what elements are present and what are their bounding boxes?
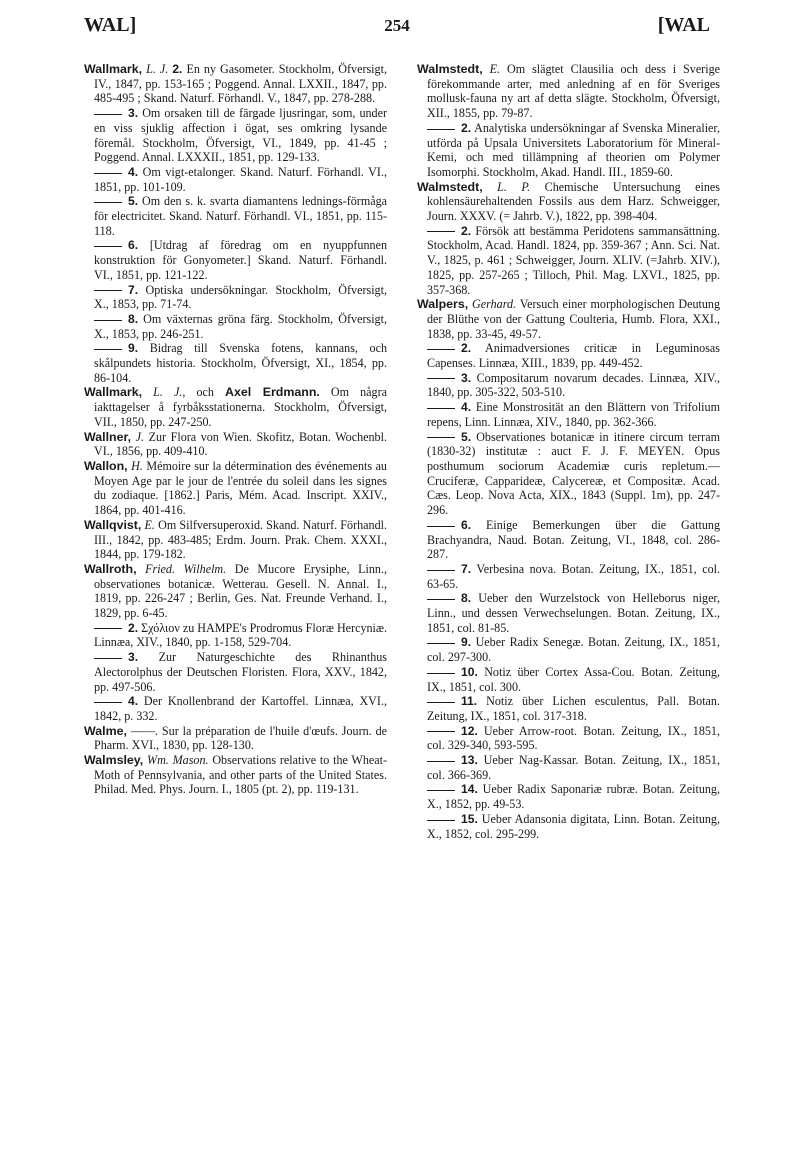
entry-number: 12. <box>461 723 478 738</box>
bibliography-entry <box>84 650 387 694</box>
entry-number: 2. <box>172 62 183 76</box>
entry-number: 9. <box>128 341 139 356</box>
entry-number: 4. <box>128 164 139 179</box>
entry-number: 6. <box>461 517 472 532</box>
ditto-dash <box>94 658 122 659</box>
bibliography-entry <box>417 400 720 429</box>
bibliography-entry <box>417 694 720 723</box>
entry-text: Om den s. k. svarta diamantens lednings-förmåga för electricitet. Skand. Naturf. Förhandl. VI., 1851, pp. 115-118. <box>94 194 388 238</box>
bibliography-entry <box>417 341 720 370</box>
bibliography-entry <box>417 121 720 180</box>
entry-text: Om vigt-etalonger. Skand. Naturf. Förhandl. VI., 1851, pp. 101-109. <box>94 164 387 194</box>
author-name: Walme, <box>84 723 127 738</box>
ditto-dash <box>94 202 122 203</box>
ditto-dash <box>427 408 455 409</box>
entry-text: Der Knollenbrand der Kartoffel. Linnæa, XVI., 1842, p. 332. <box>94 694 387 723</box>
author-initials: L. P. <box>497 179 531 194</box>
entry-text: Om växternas gröna färg. Stockholm, Öfversigt, X., 1853, pp. 246-251. <box>94 311 387 341</box>
entry-text: Zur Flora von Wien. Skofitz, Botan. Wochenbl. VI., 1856, pp. 409-410. <box>94 429 387 459</box>
entry-number: 2. <box>461 223 472 238</box>
entry-text: Mémoire sur la détermination des événements au Moyen Age par le jour de l'entrée du soleil dans les signes du zodiaque. [1862.] Paris, Mém. Acad. Inscript. XXIV., 1864, pp. 401-416. <box>94 458 387 518</box>
entry-text: Notiz über Cortex Assa-Cou. Botan. Zeitung, IX., 1851, col. 300. <box>427 664 720 694</box>
bibliography-entry <box>84 62 387 106</box>
author-initials: Fried. Wilhelm. <box>145 561 227 576</box>
entry-text: Om några iakttagelser å fyrbåksstationerna. Stockholm, Öfversigt, VII., 1850, pp. 247-250. <box>94 385 387 429</box>
entry-number: 15. <box>461 811 478 826</box>
bibliography-entry <box>84 562 387 621</box>
author-initials: Gerhard. <box>472 297 517 312</box>
entry-number: 3. <box>461 370 472 385</box>
entry-number: 8. <box>461 591 472 606</box>
ditto-dash <box>94 702 122 703</box>
author-name: Wallner, <box>84 429 132 444</box>
entry-text: Bidrag till Svenska fotens, kannans, och skålpundets historia. Stockholm, Öfversigt, XI., 1854, pp. 86-104. <box>94 341 387 385</box>
entry-number: 14. <box>461 782 478 797</box>
ditto-dash <box>94 320 122 321</box>
entry-text: Notiz über Lichen esculentus, Pall. Botan. Zeitung, IX., 1851, col. 317-318. <box>427 694 720 723</box>
bibliography-entry <box>84 165 387 194</box>
bibliography-entry <box>417 371 720 400</box>
entry-text: Försök att bestämma Peridotens sammansättning. Stockholm, Acad. Handl. 1824, pp. 359-367 ; Ann. Sci. Nat. V., 1825, p. 461 ; Schweigger, Journ. XLIV. (=Jahrb. XIV.), 1825, pp. 257-265 ; Tilloch, Phil. Mag. LXVI., 1825, pp. 357-368. <box>427 223 720 297</box>
bibliography-entry <box>84 385 387 429</box>
entry-text: Analytiska undersökningar af Svenska Mineralier, utförda på Upsala Universitets Laboratorium för Mineral-Kemi, och med tillämpning af theorien om Polymer Isomorphi. Stockholm, Akad. Handl. III., 1859-60. <box>427 120 720 179</box>
entry-number: 3. <box>128 650 139 665</box>
ditto-dash <box>94 173 122 174</box>
entry-number: 2. <box>128 620 139 635</box>
entry-text: De Mucore Erysiphe, Linn., observationes botanicæ. Wetterau. Gesell. N. Annal. I., 1819, pp. 226-247 ; Berlin, Ges. Nat. Freunde Verhand. I., 1829, pp. 6-45. <box>94 561 387 621</box>
entry-text: Einige Bemerkungen über die Gattung Brachyandra, Naud. Botan. Zeitung, VI., 1848, col. 286-287. <box>427 517 720 562</box>
author-name: Wallmark, <box>84 62 143 76</box>
entry-number: 4. <box>461 400 472 415</box>
entry-text: Observations relative to the Wheat-Moth of Pennsylvania, and other parts of the United States. Philad. Med. Phys. Journ. I., 1805 (pt. 2), pp. 119-131. <box>94 753 387 797</box>
entry-text: Ueber Radix Senegæ. Botan. Zeitung, IX., 1851, col. 297-300. <box>427 635 720 665</box>
entry-text: Chemische Untersuchung eines kohlensäurehaltenden Fossils aus dem Harz. Schweigger, Journ. XXXV. (= Jahrb. V.), 1822, pp. 398-404. <box>427 179 720 224</box>
ditto-dash <box>427 129 455 130</box>
entry-number: 5. <box>461 429 472 444</box>
entry-text: Ueber Nag-Kassar. Botan. Zeitung, IX., 1851, col. 366-369. <box>427 753 721 782</box>
ditto-dash <box>427 673 455 674</box>
bibliography-entry <box>417 562 720 591</box>
header-left: WAL] <box>84 14 137 36</box>
entry-text: Observationes botanicæ in itinere circum terram (1830-32) institutæ : auct F. J. F. MEYEN. Opus posthumum sociorum Academiæ curis repletum.—Cruciferæ, Capparideæ, Calycereæ, et Compositæ. Acad. Cæs. Leop. Nova Acta, XIX., 1843 (Suppl. 1m), pp. 247-296. <box>427 429 720 518</box>
author-initials: E. <box>489 62 501 76</box>
bibliography-entry <box>84 459 387 518</box>
bibliography-entry <box>417 62 720 121</box>
entry-text: En ny Gasometer. Stockholm, Öfversigt, IV., 1847, pp. 153-165 ; Poggend. Annal. LXXII., 1847, pp. 485-495 ; Skand. Naturf. Förhandl. V., 1847, pp. 278-288. <box>94 62 387 106</box>
page-header <box>84 14 710 44</box>
entry-text: Ueber Adansonia digitata, Linn. Botan. Zeitung, X., 1852, col. 295-299. <box>427 811 720 841</box>
bibliography-entry <box>417 812 720 841</box>
author-name: Wallon, <box>84 458 128 473</box>
entry-text: Compositarum novarum decades. Linnæa, XIV., 1840, pp. 305-322, 503-510. <box>427 370 720 400</box>
entry-number: 4. <box>128 694 139 709</box>
bibliography-entry <box>417 591 720 635</box>
entry-text: Om orsaken till de färgade ljusringar, som, under en viss sjuklig affection i ögat, ses omkring lysande föremål. Stockholm, Öfversigt, VI., 1849, pp. 41-45 ; Poggend. Annal. LXXXII., 1851, pp. 129-133. <box>94 106 387 165</box>
bibliography-entry <box>417 753 720 782</box>
ditto-dash <box>427 231 455 232</box>
entry-number: 11. <box>461 694 478 709</box>
bibliography-entry <box>417 297 720 341</box>
author-name: Walpers, <box>417 297 469 312</box>
entry-number: 2. <box>461 341 472 356</box>
ditto-dash <box>94 628 122 629</box>
entry-text: Ueber Radix Saponariæ rubræ. Botan. Zeitung, X., 1852, pp. 49-53. <box>427 782 720 812</box>
entry-number: 2. <box>461 120 472 135</box>
entry-number: 7. <box>128 282 139 297</box>
bibliography-entry <box>84 312 387 341</box>
bibliography-entry <box>84 106 387 165</box>
bibliography-entry <box>84 283 387 312</box>
header-right: [WAL <box>657 14 710 36</box>
entry-number: 9. <box>461 635 472 650</box>
conjunction: och <box>196 385 214 400</box>
bibliography-entry <box>84 621 387 650</box>
author-name: Walmstedt, <box>417 179 483 194</box>
bibliography-entry <box>417 224 720 298</box>
ditto-dash <box>94 114 122 115</box>
bibliography-entry <box>84 430 387 459</box>
bibliography-entry <box>417 518 720 562</box>
entry-number: 10. <box>461 664 478 679</box>
ditto-dash <box>94 290 122 291</box>
entry-text: Eine Monstrosität an den Blättern von Trifolium repens, Linn. Linnæa, XIV., 1840, pp. 362-366. <box>427 400 720 429</box>
author-initials: L. J., <box>153 385 186 400</box>
entry-number: 7. <box>461 561 472 576</box>
bibliography-entry <box>84 724 387 753</box>
entry-number: 8. <box>128 311 139 326</box>
author-initials: J. <box>135 429 145 444</box>
entry-text: Ueber Arrow-root. Botan. Zeitung, IX., 1851, col. 329-340, 593-595. <box>427 723 720 753</box>
author-name: Walmstedt, <box>417 62 483 76</box>
bibliography-entry <box>417 665 720 694</box>
ditto-dash <box>427 790 455 791</box>
ditto-dash <box>427 599 455 600</box>
ditto-dash <box>94 349 122 350</box>
entry-text: Σχόλιον zu HAMPE's Prodromus Floræ Hercyniæ. Linnæa, XIV., 1840, pp. 1-158, 529-704. <box>94 620 387 650</box>
author-name: Wallmark, <box>84 385 143 400</box>
entry-number: 3. <box>128 106 139 121</box>
ditto-dash <box>427 570 455 571</box>
bibliography-entry <box>417 430 720 518</box>
entry-text: [Utdrag af föredrag om en nyuppfunnen konstruktion för Gonyometer.] Skand. Naturf. Förhandl. VI., 1851, pp. 121-122. <box>94 238 387 282</box>
right-column <box>417 62 720 841</box>
bibliography-entry <box>84 518 387 562</box>
entry-text: ——. Sur la préparation de l'huile d'œufs. Journ. de Pharm. XVI., 1830, pp. 128-130. <box>94 723 387 753</box>
bibliography-entry <box>84 753 387 797</box>
ditto-dash <box>94 246 122 247</box>
bibliography-entry <box>417 724 720 753</box>
entry-columns <box>84 62 720 841</box>
bibliography-entry <box>417 635 720 664</box>
entry-number: 13. <box>461 753 478 768</box>
entry-text: Verbesina nova. Botan. Zeitung, IX., 1851, col. 63-65. <box>427 561 720 591</box>
bibliography-entry <box>84 194 387 238</box>
entry-text: Versuch einer morphologischen Deutung der Blüthe von der Gattung Coulteria, Humb. Flora, XXI., 1838, pp. 33-45, 49-57. <box>427 297 720 341</box>
left-column <box>84 62 387 841</box>
entry-text: Ueber den Wurzelstock von Helleborus niger, Linn., und dessen Verwechselungen. Botan. Zeitung, IX., 1851, col. 81-85. <box>427 591 720 635</box>
author-initials: L. J. <box>146 62 169 76</box>
author-initials: H. <box>131 458 143 473</box>
ditto-dash <box>427 349 455 350</box>
entry-text: Optiska undersökningar. Stockholm, Öfversigt, X., 1853, pp. 71-74. <box>94 282 387 312</box>
ditto-dash <box>427 378 455 379</box>
author-name: Walmsley, <box>84 753 144 768</box>
ditto-dash <box>427 820 455 821</box>
bibliography-entry <box>417 782 720 811</box>
entry-number: 5. <box>128 194 139 209</box>
entry-number: 6. <box>128 238 139 253</box>
ditto-dash <box>427 643 455 644</box>
ditto-dash <box>427 437 455 438</box>
entry-text: Om slägtet Clausilia och dess i Sverige förekommande arter, med anledning af en för Sveriges mollusk-fauna ny art af detta slägte. Stockholm, Öfversigt, XII., 1855, pp. 79-87. <box>427 62 720 121</box>
ditto-dash <box>427 761 455 762</box>
author-initials: Wm. Mason. <box>147 753 209 768</box>
entry-text: Animadversiones criticæ in Leguminosas Capenses. Linnæa, XIII., 1839, pp. 449-452. <box>427 341 721 371</box>
ditto-dash <box>427 526 455 527</box>
entry-text: Om Silfversuperoxid. Skand. Naturf. Förhandl. III., 1842, pp. 483-485; Erdm. Journ. Prak. Chem. XXXI., 1844, pp. 179-182. <box>94 517 388 562</box>
author-name: Wallroth, <box>84 561 137 576</box>
author-name: Wallqvist, <box>84 517 142 532</box>
ditto-dash <box>427 731 455 732</box>
author-initials: E. <box>144 517 155 532</box>
entry-text: Zur Naturgeschichte des Rhinanthus Alectorolphus der Deutschen Floristen. Flora, XXV., 1842, pp. 497-506. <box>94 650 387 694</box>
ditto-dash <box>427 702 455 703</box>
bibliography-entry <box>84 694 387 723</box>
bibliography-entry <box>84 238 387 282</box>
bibliography-entry <box>417 180 720 224</box>
coauthor-name: Axel Erdmann. <box>225 385 320 400</box>
bibliography-entry <box>84 341 387 385</box>
page-number: 254 <box>384 16 410 35</box>
